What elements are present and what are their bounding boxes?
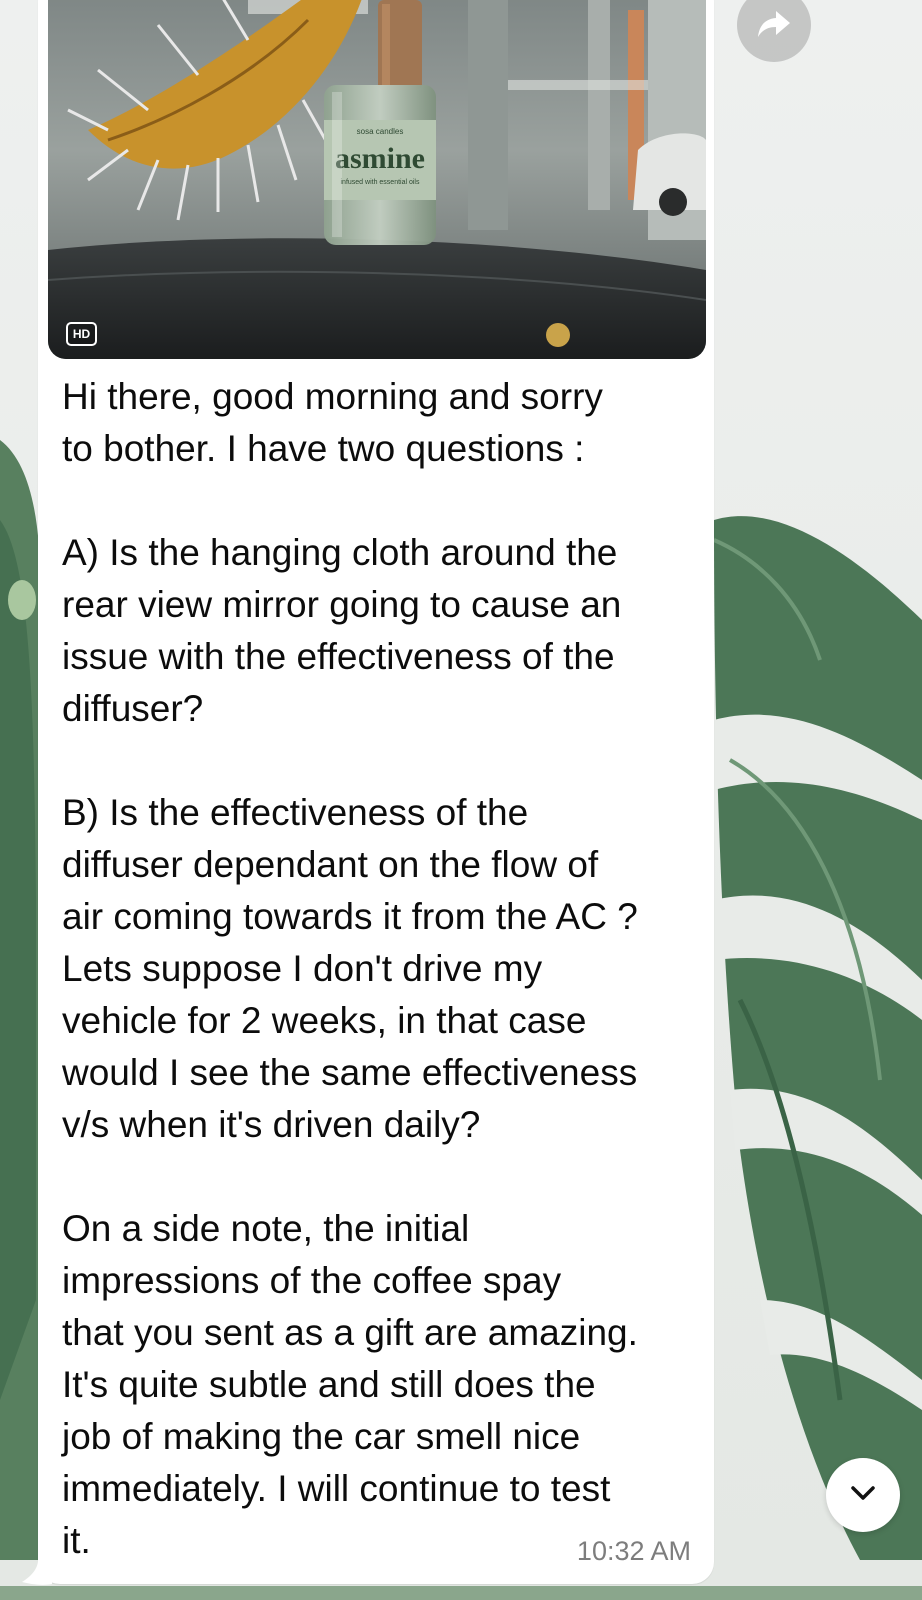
car-diffuser-photo xyxy=(48,0,706,359)
bottle-brand-text: sosa candles xyxy=(356,127,404,136)
photo-attachment[interactable] xyxy=(48,0,706,359)
forward-arrow-icon xyxy=(756,5,792,46)
message-text: Hi there, good morning and sorry to bother. I have two questions : A) Is the hanging cloth around the rear view mirror going to cause an issue with the effectiveness of the diffuser? B) Is the effectiveness of the diffuser dependant on the flow of air coming towards it from the AC ? Lets suppose I don't drive my vehicle for 2 weeks, in that case would I see the same effectiveness v/s when it's driven daily? On a side note, the initial impressions of the coffee spay that you sent as a gift are amazing. It's quite subtle and still does the job of making the car smell nice immediately. I will continue to test it. xyxy=(62,376,638,1561)
hd-badge: HD xyxy=(66,322,97,346)
bottle-sublabel-text: infused with essential oils xyxy=(340,179,420,186)
message-timestamp: 10:32 AM xyxy=(576,1536,691,1566)
chevron-down-icon xyxy=(846,1476,880,1515)
bubble-tail xyxy=(22,1560,52,1586)
bottle-label-text: asmine xyxy=(335,142,425,175)
scroll-to-bottom-button[interactable] xyxy=(826,1458,900,1532)
